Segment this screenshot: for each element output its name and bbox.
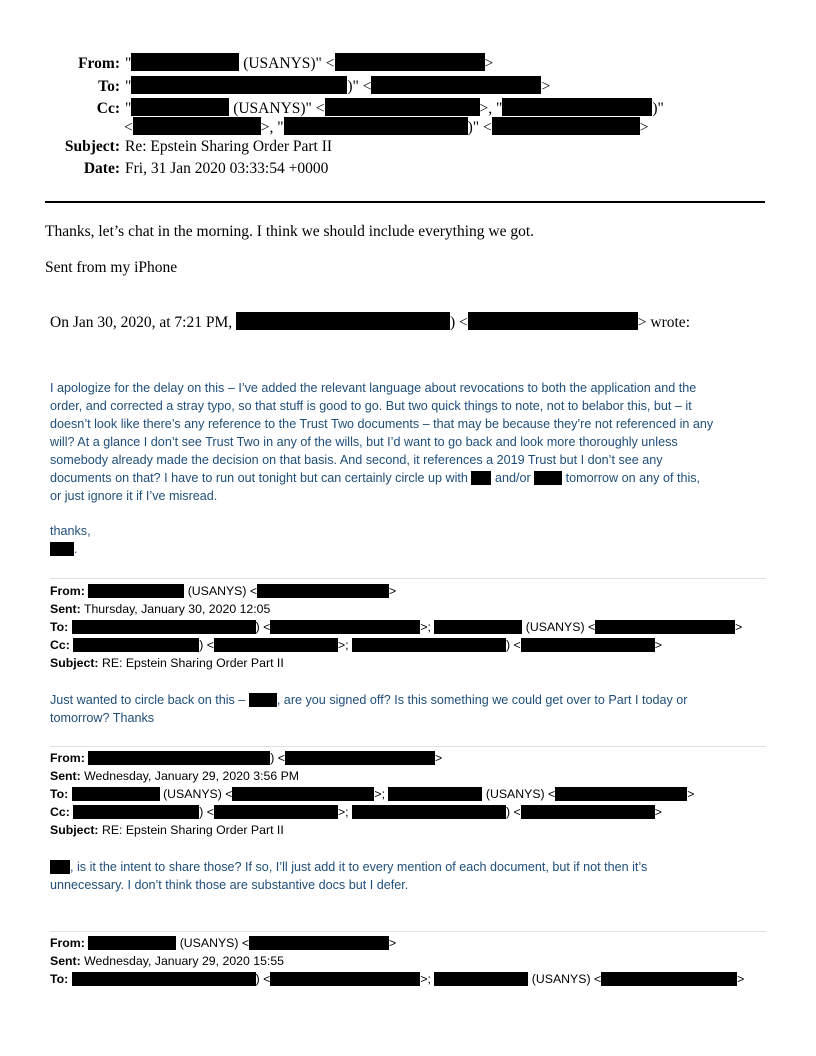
message-separator: [50, 931, 766, 932]
header-from-label: From:: [78, 55, 120, 72]
redaction: [133, 117, 261, 135]
redaction: [388, 787, 482, 801]
redaction: [284, 117, 468, 135]
msg4-sent-row: Sent: Wednesday, January 29, 2020 15:55: [50, 954, 285, 968]
msg2-sent-row: Sent: Thursday, January 30, 2020 12:05: [50, 602, 271, 616]
redaction: [492, 117, 640, 135]
redaction: [521, 805, 655, 819]
header-date: Fri, 31 Jan 2020 03:33:54 +0000: [125, 160, 329, 177]
message-separator: [50, 746, 766, 747]
redaction: [214, 638, 338, 652]
quote-attribution: On Jan 30, 2020, at 7:21 PM, ) < > wrote:: [50, 314, 690, 331]
header-divider: [45, 201, 765, 203]
msg3-to-row: To: (USANYS) < >; (USANYS) < >: [50, 787, 695, 801]
signoff: thanks,: [50, 524, 91, 538]
header-date-label: Date:: [83, 160, 120, 177]
redaction: [249, 936, 389, 950]
redaction: [88, 584, 184, 598]
redaction: [534, 471, 562, 485]
redaction: [352, 638, 506, 652]
redaction: [502, 98, 652, 116]
header-to-label: To:: [98, 78, 120, 95]
redaction: [73, 638, 199, 652]
msg3-from-row: From: ) < >: [50, 751, 443, 765]
redaction: [352, 805, 506, 819]
redaction: [88, 936, 176, 950]
redaction: [236, 312, 450, 330]
msg4-from-row: From: (USANYS) < >: [50, 936, 397, 950]
redaction: [270, 620, 420, 634]
msg3-cc-row: Cc: ) < >; ) < >: [50, 805, 662, 819]
redaction: [270, 972, 420, 986]
header-cc-row-2: < >, " )" < >: [124, 119, 649, 136]
msg3-sent-row: Sent: Wednesday, January 29, 2020 3:56 PM: [50, 769, 300, 783]
msg2-to-row: To: ) < >; (USANYS) < >: [50, 620, 743, 634]
redaction: [285, 751, 435, 765]
redaction: [131, 98, 229, 116]
redaction: [434, 972, 528, 986]
redaction: [72, 972, 256, 986]
header-cc-label: Cc:: [96, 100, 120, 117]
redaction: [521, 638, 655, 652]
redaction: [50, 542, 74, 556]
redaction: [50, 860, 70, 874]
redaction: [325, 98, 480, 116]
header-to-row: To: " )" < >: [0, 76, 550, 96]
redaction: [232, 787, 374, 801]
redaction: [72, 620, 256, 634]
redaction: [371, 76, 541, 94]
redaction: [214, 805, 338, 819]
redaction: [335, 53, 485, 71]
redaction: [88, 751, 270, 765]
header-subject: Re: Epstein Sharing Order Part II: [125, 138, 333, 155]
msg3-subject-row: Subject: RE: Epstein Sharing Order Part II: [50, 823, 284, 837]
msg4-to-row: To: ) < >; (USANYS) < >: [50, 972, 745, 986]
header-subject-label: Subject:: [64, 138, 120, 155]
signoff-name: .: [50, 542, 78, 556]
redaction: [249, 693, 277, 707]
redaction: [131, 76, 347, 94]
header-date-row: [0, 160, 328, 178]
body-line-1: Thanks, let’s chat in the morning. I think we should include everything we got.: [45, 223, 535, 240]
msg2-cc-row: Cc: ) < >; ) < >: [50, 638, 662, 652]
redaction: [555, 787, 687, 801]
msg2-from-row: From: (USANYS) < >: [50, 584, 397, 598]
redaction: [434, 620, 522, 634]
message-body: I apologize for the delay on this – I’ve added the relevant language about revocations to both the application and the order, and corrected a stray typo, so that stuff is good to go. But two quick things to note, not to belabor this, but – it doesn’t look like there’s any reference to the Trust Two documents – that may be because they’re not referenced in any will? At a glance I don’t see Trust Two in any of the wills, but I’d want to go back and look more thoroughly unless somebody already made the decision on that basis. And second, it references a 2019 Trust but I don’t see any documents on that? I have to run out tonight but can certainly circle up with and/or tomorrow on any of this, or just ignore it if I’ve misread.: [50, 381, 714, 503]
redaction: [72, 787, 160, 801]
redaction: [601, 972, 737, 986]
msg2-body: Just wanted to circle back on this – , are you signed off? Is this something we could get over to Part I today or tomorrow? Thanks: [50, 693, 688, 725]
redaction: [131, 53, 239, 71]
redaction: [471, 471, 491, 485]
header-cc-row: Cc: " (USANYS)" < >, " )": [0, 98, 664, 118]
msg2-subject-row: Subject: RE: Epstein Sharing Order Part II: [50, 656, 284, 670]
message-separator: [50, 578, 766, 579]
redaction: [595, 620, 735, 634]
msg3-body: , is it the intent to share those? If so, I’ll just add it to every mention of each document, but if not then it’s unnecessary. I don’t think those are substantive docs but I defer.: [50, 860, 648, 892]
header-from-row: From: " (USANYS)" < >: [0, 53, 493, 73]
body-line-2: Sent from my iPhone: [45, 259, 178, 276]
redaction: [257, 584, 389, 598]
redaction: [73, 805, 199, 819]
redaction: [468, 312, 638, 330]
header-subject-row: [0, 138, 332, 156]
